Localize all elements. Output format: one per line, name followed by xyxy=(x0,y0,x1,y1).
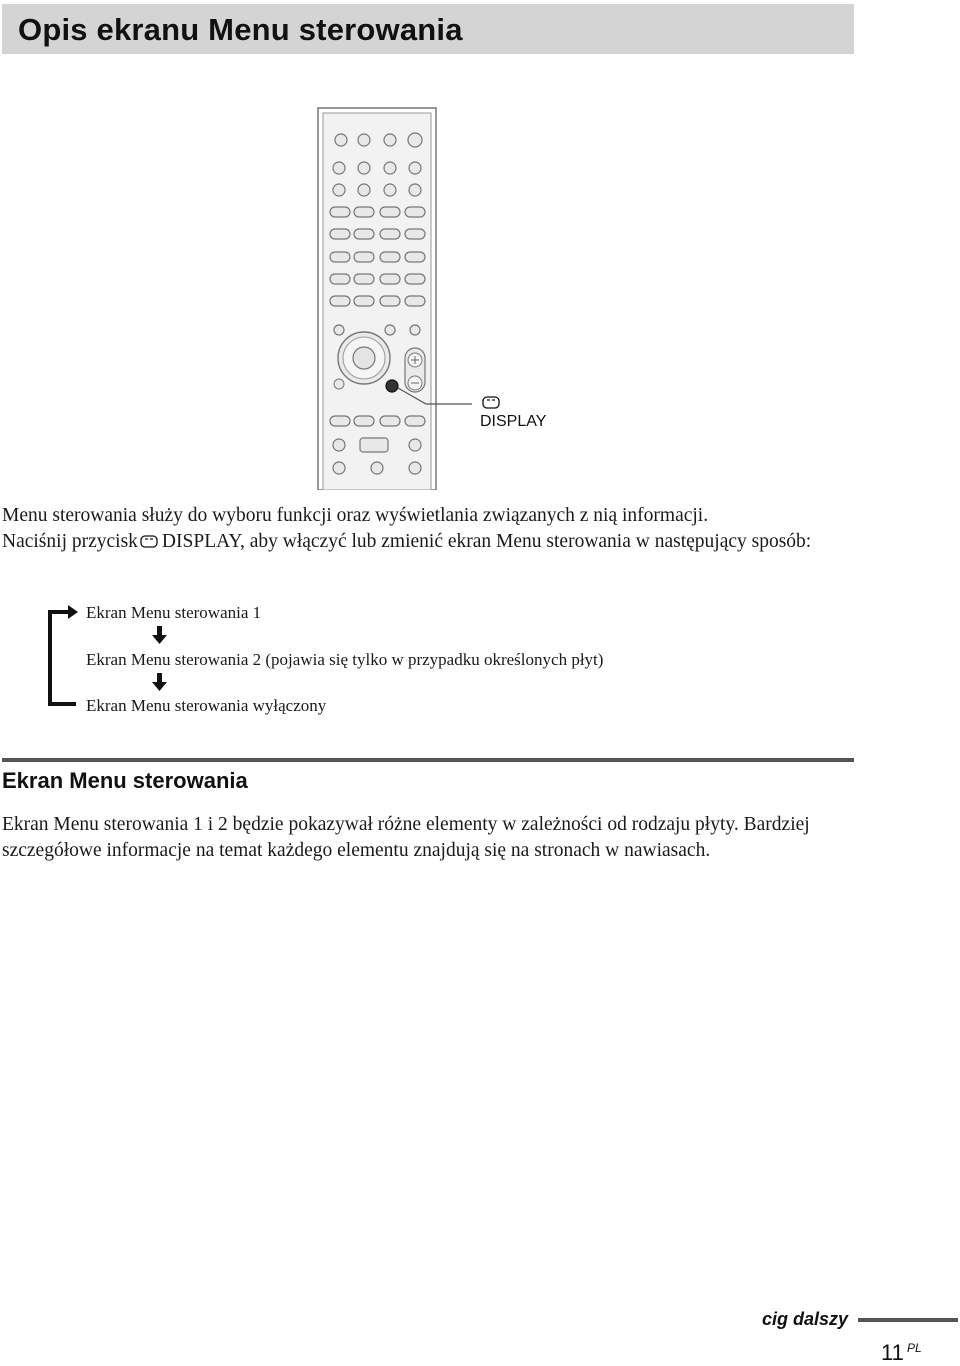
page-number: 11 xyxy=(881,1340,904,1365)
intro-line-2-before: Naciśnij przycisk xyxy=(2,531,138,552)
intro-line-1: Menu sterowania służy do wyboru funkcji oraz wyświetlania związanych z nią informacji. xyxy=(2,505,709,526)
section-title: Ekran Menu sterowania xyxy=(2,768,248,793)
remote-control-illustration xyxy=(310,104,570,490)
down-arrow-2 xyxy=(152,673,167,691)
continued-label: cig dalszy xyxy=(762,1309,849,1329)
intro-paragraph xyxy=(2,503,858,557)
flow-item-1: Ekran Menu sterowania 1 xyxy=(86,603,262,622)
loop-arrow-head xyxy=(68,605,78,619)
display-inline-icon xyxy=(140,531,158,557)
intro-line-2-after: DISPLAY, aby włączyć lub zmienić ekran Menu sterowania w następujący sposób: xyxy=(161,531,812,552)
section-divider xyxy=(2,758,854,762)
down-arrow-1 xyxy=(152,626,167,644)
flow-item-3: Ekran Menu sterowania wyłączony xyxy=(86,696,327,715)
title-bar xyxy=(2,4,854,54)
loop-bracket xyxy=(50,612,76,704)
section-body: Ekran Menu sterowania 1 i 2 będzie pokazywał różne elementy w zależności od rodzaju płyty. Bardziej szczegółowe informacje na temat każdego elementu znajdują się na stronach w nawiasach. xyxy=(2,814,810,861)
display-callout-label: DISPLAY xyxy=(480,413,547,430)
continued-rule xyxy=(858,1318,958,1322)
page-language-suffix: PL xyxy=(907,1341,922,1355)
page-title: Opis ekranu Menu sterowania xyxy=(18,12,463,47)
flow-item-2: Ekran Menu sterowania 2 (pojawia się tylko w przypadku określonych płyt) xyxy=(86,650,604,669)
